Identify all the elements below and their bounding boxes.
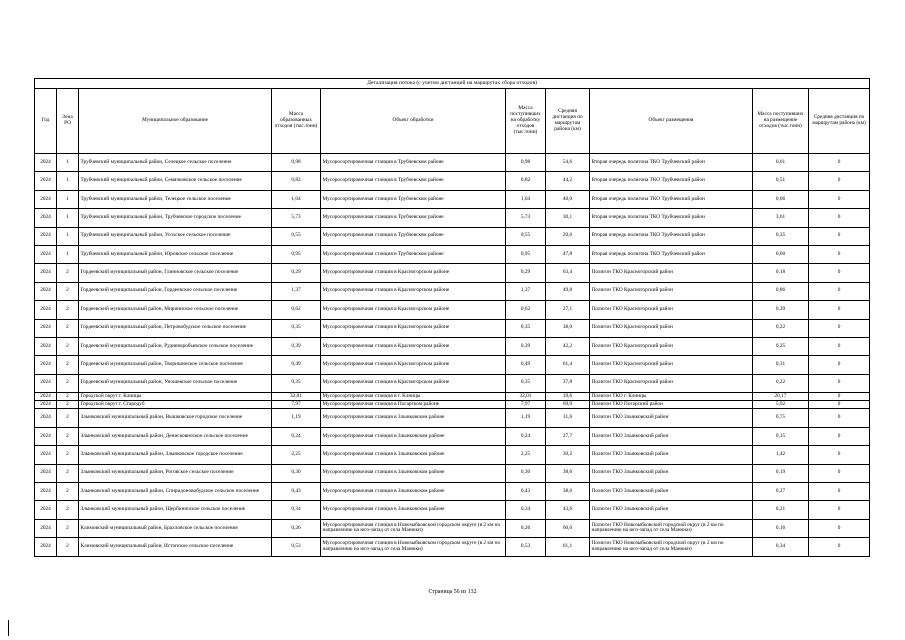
table-row [35, 538, 870, 556]
cell-mass-generated: 0,49 [272, 356, 321, 374]
cell-disposal-object: Полигон ТКО Красногорский район [590, 374, 753, 392]
cell-mass-generated: 0,34 [272, 501, 321, 519]
table-title: Детализация потока (с учетом дистанций на маршрутах сбора отходов) [35, 79, 870, 89]
cell-mass-treatment: 0,62 [506, 301, 546, 319]
cell-distance-treatment: 44,2 [546, 172, 590, 190]
cell-mass-disposal: 0,60 [753, 245, 809, 263]
cell-zone: 2 [57, 446, 79, 464]
cell-year: 2024 [35, 501, 57, 519]
cell-disposal-object: Вторая очередь полигона ТКО Трубчевский район [590, 190, 753, 208]
cell-mass-generated: 0,39 [272, 337, 321, 355]
cell-municipality: Злынковский муниципальный район, Щербиничское сельское поселение [79, 501, 272, 519]
cell-zone: 2 [57, 301, 79, 319]
header-treatment-object: Объект обработки [321, 89, 506, 154]
cell-disposal-object: Полигон ТКО Красногорский район [590, 301, 753, 319]
cell-treatment-object: Мусоросортировочная станция в Красногорском районе [321, 374, 506, 392]
cell-distance-treatment: 69,0 [546, 401, 590, 409]
cell-mass-disposal: 0,18 [753, 264, 809, 282]
cell-mass-treatment: 0,43 [506, 483, 546, 501]
cell-treatment-object: Мусоросортировочная станция в Красногорском районе [321, 264, 506, 282]
cell-treatment-object: Мусоросортировочная станция в Красногорском районе [321, 282, 506, 300]
cell-distance-treatment: 61,1 [546, 538, 590, 556]
cell-treatment-object: Мусоросортировочная станция в Трубчевском районе [321, 190, 506, 208]
waste-flow-table [34, 78, 870, 557]
cell-disposal-object: Полигон ТКО Погарский район [590, 401, 753, 409]
cell-treatment-object: Мусоросортировочная станция в Трубчевском районе [321, 227, 506, 245]
cell-distance-disposal: 0 [809, 446, 870, 464]
cell-mass-treatment: 0,35 [506, 374, 546, 392]
cell-year: 2024 [35, 374, 57, 392]
table-row [35, 172, 870, 190]
cell-mass-disposal: 0,16 [753, 519, 809, 537]
cell-distance-treatment: 49,8 [546, 282, 590, 300]
cell-disposal-object: Полигон ТКО Злынковский район [590, 427, 753, 445]
cell-zone: 2 [57, 264, 79, 282]
table-row [35, 337, 870, 355]
cell-mass-generated: 1,04 [272, 190, 321, 208]
cell-distance-treatment: 47,8 [546, 245, 590, 263]
header-distance-treatment: Средняя дистанция по маршрутам района (км) [546, 89, 590, 154]
cell-disposal-object: Вторая очередь полигона ТКО Трубчевский район [590, 227, 753, 245]
cell-year: 2024 [35, 172, 57, 190]
cell-year: 2024 [35, 446, 57, 464]
cell-mass-generated: 0,29 [272, 264, 321, 282]
header-mass-disposal: Масса поступивших на размещение отходов (тыс.тонн) [753, 89, 809, 154]
cell-distance-disposal: 0 [809, 483, 870, 501]
cell-zone: 2 [57, 356, 79, 374]
cell-mass-disposal: 5,02 [753, 401, 809, 409]
cell-disposal-object: Вторая очередь полигона ТКО Трубчевский район [590, 154, 753, 172]
cell-distance-treatment: 63,4 [546, 264, 590, 282]
cell-treatment-object: Мусоросортировочная станция в Новозыбковском городском округе (в 2 км по направлению на юго-запад от села Манюки) [321, 538, 506, 556]
cell-municipality: Гордеевский муниципальный район, Творишинское сельское поселение [79, 356, 272, 374]
cell-mass-treatment: 0,82 [506, 172, 546, 190]
cell-mass-generated: 0,43 [272, 483, 321, 501]
cell-mass-disposal: 0,51 [753, 172, 809, 190]
table-row [35, 319, 870, 337]
cell-zone: 1 [57, 154, 79, 172]
table-row [35, 154, 870, 172]
cell-mass-disposal: 0,27 [753, 483, 809, 501]
cell-mass-generated: 0,95 [272, 245, 321, 263]
cell-distance-disposal: 0 [809, 337, 870, 355]
table-row [35, 245, 870, 263]
table-row [35, 519, 870, 537]
cell-year: 2024 [35, 190, 57, 208]
table-row [35, 501, 870, 519]
cell-mass-treatment: 0,29 [506, 264, 546, 282]
cell-mass-treatment: 0,53 [506, 538, 546, 556]
cell-distance-disposal: 0 [809, 264, 870, 282]
cell-mass-generated: 1,37 [272, 282, 321, 300]
cell-distance-treatment: 38,6 [546, 483, 590, 501]
cell-year: 2024 [35, 245, 57, 263]
cell-distance-disposal: 0 [809, 209, 870, 227]
cell-distance-treatment: 20,6 [546, 227, 590, 245]
cell-year: 2024 [35, 264, 57, 282]
cell-mass-generated: 5,73 [272, 209, 321, 227]
cell-mass-disposal: 0,22 [753, 319, 809, 337]
cell-zone: 2 [57, 483, 79, 501]
table-row [35, 282, 870, 300]
table-row [35, 356, 870, 374]
cell-mass-generated: 0,35 [272, 374, 321, 392]
header-year: Год [35, 89, 57, 154]
cell-distance-disposal: 0 [809, 538, 870, 556]
cell-distance-treatment: 42,2 [546, 337, 590, 355]
cell-mass-disposal: 0,31 [753, 356, 809, 374]
header-mass-generated: Масса образованных отходов (тыс.тонн) [272, 89, 321, 154]
cell-mass-generated: 7,97 [272, 401, 321, 409]
cell-municipality: Трубчевский муниципальный район, Усохское сельское поселение [79, 227, 272, 245]
cell-disposal-object: Полигон ТКО Злынковский район [590, 464, 753, 482]
cell-municipality: Климовский муниципальный район, Истопское сельское поселение [79, 538, 272, 556]
cell-zone: 1 [57, 209, 79, 227]
cell-mass-disposal: 0,39 [753, 301, 809, 319]
cell-distance-treatment: 31,6 [546, 409, 590, 427]
cell-municipality: Трубчевский муниципальный район, Селецкое сельское поселение [79, 154, 272, 172]
cell-year: 2024 [35, 538, 57, 556]
table-row [35, 190, 870, 208]
cell-distance-disposal: 0 [809, 245, 870, 263]
cell-municipality: Гордеевский муниципальный район, Мирнинское сельское поселение [79, 301, 272, 319]
table-row [35, 209, 870, 227]
cell-mass-treatment: 2,25 [506, 446, 546, 464]
cell-municipality: Злынковский муниципальный район, Вышковское городское поселение [79, 409, 272, 427]
cell-municipality: Трубчевский муниципальный район, Трубчевское городское поселение [79, 209, 272, 227]
cell-treatment-object: Мусоросортировочная станция в Погарском районе [321, 401, 506, 409]
cell-year: 2024 [35, 427, 57, 445]
table-row [35, 227, 870, 245]
table-row [35, 483, 870, 501]
table-row [35, 427, 870, 445]
header-distance-disposal: Средняя дистанция по маршрутам района (км) [809, 89, 870, 154]
cell-distance-treatment: 38,6 [546, 464, 590, 482]
cell-distance-treatment: 43,6 [546, 501, 590, 519]
cell-distance-treatment: 38,0 [546, 319, 590, 337]
header-municipality: Муниципальное образование [79, 89, 272, 154]
cell-mass-generated: 0,35 [272, 319, 321, 337]
cell-disposal-object: Полигон ТКО Новозыбковский городской округ (в 2 км по направлению на юго-запад от села Манюки) [590, 519, 753, 537]
cell-distance-treatment: 27,1 [546, 301, 590, 319]
cell-mass-generated: 0,82 [272, 172, 321, 190]
cell-zone: 2 [57, 427, 79, 445]
cell-disposal-object: Полигон ТКО г. Клинцы [590, 393, 753, 401]
page-number: Страница 56 из 132 [428, 589, 477, 595]
cell-mass-treatment: 0,24 [506, 427, 546, 445]
cell-zone: 2 [57, 374, 79, 392]
cell-treatment-object: Мусоросортировочная станция в Злынковском районе [321, 464, 506, 482]
cell-mass-treatment: 0,49 [506, 356, 546, 374]
cell-disposal-object: Полигон ТКО Злынковский район [590, 446, 753, 464]
cell-treatment-object: Мусоросортировочная станция в Трубчевском районе [321, 245, 506, 263]
header-zone: Зона РО [57, 89, 79, 154]
cell-distance-treatment: 19,6 [546, 393, 590, 401]
cell-zone: 2 [57, 393, 79, 401]
cell-treatment-object: Мусоросортировочная станция в Красногорском районе [321, 319, 506, 337]
cell-municipality: Городской округ г. Клинцы [79, 393, 272, 401]
cell-treatment-object: Мусоросортировочная станция в Злынковском районе [321, 501, 506, 519]
cell-year: 2024 [35, 401, 57, 409]
cell-municipality: Злынковский муниципальный район, Роговское сельское поселение [79, 464, 272, 482]
cell-mass-disposal: 0,25 [753, 337, 809, 355]
cell-disposal-object: Полигон ТКО Красногорский район [590, 319, 753, 337]
cell-year: 2024 [35, 282, 57, 300]
cell-distance-treatment: 60,0 [546, 519, 590, 537]
cell-mass-treatment: 0,34 [506, 501, 546, 519]
cell-zone: 2 [57, 319, 79, 337]
cell-year: 2024 [35, 483, 57, 501]
cell-treatment-object: Мусоросортировочная станция в Красногорском районе [321, 356, 506, 374]
cell-year: 2024 [35, 393, 57, 401]
cell-distance-treatment: 30,1 [546, 209, 590, 227]
cell-treatment-object: Мусоросортировочная станция в Злынковском районе [321, 427, 506, 445]
cell-mass-treatment: 32,01 [506, 393, 546, 401]
cell-zone: 2 [57, 282, 79, 300]
header-row [35, 89, 870, 154]
cell-disposal-object: Полигон ТКО Злынковский район [590, 409, 753, 427]
cell-distance-treatment: 30,2 [546, 446, 590, 464]
cell-mass-generated: 0,55 [272, 227, 321, 245]
header-mass-treatment: Масса поступивших на обработку отходов (тыс.тонн) [506, 89, 546, 154]
cell-year: 2024 [35, 337, 57, 355]
cell-disposal-object: Полигон ТКО Новозыбковский городской округ (в 2 км по направлению на юго-запад от села Манюки) [590, 538, 753, 556]
cell-municipality: Городской округ г. Стародуб [79, 401, 272, 409]
cell-year: 2024 [35, 356, 57, 374]
cell-zone: 2 [57, 519, 79, 537]
cell-distance-disposal: 0 [809, 301, 870, 319]
cell-treatment-object: Мусоросортировочная станция в Злынковском районе [321, 483, 506, 501]
cell-distance-disposal: 0 [809, 282, 870, 300]
cell-treatment-object: Мусоросортировочная станция в Новозыбковском городском округе (в 2 км по направлению на юго-запад от села Манюки) [321, 519, 506, 537]
cell-mass-disposal: 0,22 [753, 374, 809, 392]
cell-distance-disposal: 0 [809, 393, 870, 401]
cell-mass-disposal: 0,35 [753, 227, 809, 245]
table-row [35, 393, 870, 401]
cell-disposal-object: Полигон ТКО Злынковский район [590, 501, 753, 519]
cell-distance-disposal: 0 [809, 319, 870, 337]
cell-mass-treatment: 5,73 [506, 209, 546, 227]
cell-mass-treatment: 0,95 [506, 245, 546, 263]
cell-mass-generated: 2,25 [272, 446, 321, 464]
cell-mass-disposal: 0,75 [753, 409, 809, 427]
cell-zone: 2 [57, 409, 79, 427]
cell-mass-generated: 0,30 [272, 464, 321, 482]
cell-mass-treatment: 0,35 [506, 319, 546, 337]
table-row [35, 374, 870, 392]
cell-zone: 2 [57, 401, 79, 409]
cell-mass-disposal: 0,86 [753, 282, 809, 300]
table-row [35, 446, 870, 464]
cell-mass-generated: 0,98 [272, 154, 321, 172]
cell-mass-disposal: 1,42 [753, 446, 809, 464]
cell-mass-treatment: 0,39 [506, 337, 546, 355]
cell-treatment-object: Мусоросортировочная станция в Злынковском районе [321, 409, 506, 427]
cell-disposal-object: Полигон ТКО Красногорский район [590, 356, 753, 374]
cell-distance-disposal: 0 [809, 356, 870, 374]
cell-treatment-object: Мусоросортировочная станция в Трубчевском районе [321, 172, 506, 190]
cell-disposal-object: Полигон ТКО Красногорский район [590, 282, 753, 300]
cell-zone: 1 [57, 227, 79, 245]
cell-zone: 1 [57, 245, 79, 263]
table-row [35, 401, 870, 409]
cell-municipality: Трубчевский муниципальный район, Телецкое сельское поселение [79, 190, 272, 208]
cell-distance-treatment: 61,4 [546, 356, 590, 374]
cell-municipality: Трубчевский муниципальный район, Юровское сельское поселение [79, 245, 272, 263]
cell-zone: 2 [57, 538, 79, 556]
cell-year: 2024 [35, 519, 57, 537]
cell-year: 2024 [35, 154, 57, 172]
table-row [35, 301, 870, 319]
cell-disposal-object: Вторая очередь полигона ТКО Трубчевский район [590, 245, 753, 263]
cell-distance-disposal: 0 [809, 409, 870, 427]
cell-mass-treatment: 0,55 [506, 227, 546, 245]
cell-zone: 2 [57, 464, 79, 482]
cell-municipality: Климовский муниципальный район, Брахловское сельское поселение [79, 519, 272, 537]
cell-mass-disposal: 0,21 [753, 501, 809, 519]
cell-mass-disposal: 0,66 [753, 190, 809, 208]
cell-mass-generated: 0,53 [272, 538, 321, 556]
cell-zone: 2 [57, 337, 79, 355]
cell-mass-generated: 32,01 [272, 393, 321, 401]
cell-municipality: Гордеевский муниципальный район, Петровобудское сельское поселение [79, 319, 272, 337]
table-row [35, 409, 870, 427]
cell-distance-disposal: 0 [809, 501, 870, 519]
cell-distance-disposal: 0 [809, 464, 870, 482]
cell-municipality: Трубчевский муниципальный район, Семячковское сельское поселение [79, 172, 272, 190]
cell-municipality: Гордеевский муниципальный район, Гордеевское сельское поселение [79, 282, 272, 300]
cell-municipality: Злынковский муниципальный район, Спиридоновобудское сельское поселение [79, 483, 272, 501]
cell-zone: 2 [57, 501, 79, 519]
cell-year: 2024 [35, 464, 57, 482]
cell-municipality: Гордеевский муниципальный район, Уношевское сельское поселение [79, 374, 272, 392]
cell-mass-generated: 1,19 [272, 409, 321, 427]
cell-mass-treatment: 0,98 [506, 154, 546, 172]
cell-distance-treatment: 40,0 [546, 190, 590, 208]
cell-mass-treatment: 0,26 [506, 519, 546, 537]
cell-municipality: Гордеевский муниципальный район, Глинновское сельское поселение [79, 264, 272, 282]
cell-distance-disposal: 0 [809, 519, 870, 537]
cell-municipality: Злынковский муниципальный район, Злынковское городское поселение [79, 446, 272, 464]
cell-distance-disposal: 0 [809, 374, 870, 392]
cell-distance-disposal: 0 [809, 190, 870, 208]
cell-treatment-object: Мусоросортировочная станция в Трубчевском районе [321, 154, 506, 172]
cell-disposal-object: Полигон ТКО Красногорский район [590, 264, 753, 282]
cell-mass-generated: 0,62 [272, 301, 321, 319]
cell-mass-disposal: 20,17 [753, 393, 809, 401]
cell-disposal-object: Вторая очередь полигона ТКО Трубчевский район [590, 209, 753, 227]
cell-treatment-object: Мусоросортировочная станция в Красногорском районе [321, 337, 506, 355]
cell-treatment-object: Мусоросортировочная станция в г. Клинцы [321, 393, 506, 401]
header-disposal-object: Объект размещения [590, 89, 753, 154]
cell-municipality: Гордеевский муниципальный район, Рудневоробьевское сельское поселение [79, 337, 272, 355]
cell-distance-treatment: 27,7 [546, 427, 590, 445]
cell-mass-disposal: 0,61 [753, 154, 809, 172]
cell-disposal-object: Вторая очередь полигона ТКО Трубчевский район [590, 172, 753, 190]
cell-distance-treatment: 37,8 [546, 374, 590, 392]
cell-year: 2024 [35, 409, 57, 427]
table-row [35, 264, 870, 282]
cell-year: 2024 [35, 209, 57, 227]
cell-municipality: Злынковский муниципальный район, Денисковичское сельское поселение [79, 427, 272, 445]
cell-mass-generated: 0,26 [272, 519, 321, 537]
cell-mass-treatment: 0,30 [506, 464, 546, 482]
cell-distance-treatment: 54,6 [546, 154, 590, 172]
cell-year: 2024 [35, 319, 57, 337]
cell-mass-treatment: 1,19 [506, 409, 546, 427]
cell-treatment-object: Мусоросортировочная станция в Злынковском районе [321, 446, 506, 464]
cell-year: 2024 [35, 227, 57, 245]
cell-distance-disposal: 0 [809, 154, 870, 172]
table-body [35, 154, 870, 557]
cell-disposal-object: Полигон ТКО Злынковский район [590, 483, 753, 501]
cell-mass-treatment: 7,97 [506, 401, 546, 409]
cell-distance-disposal: 0 [809, 227, 870, 245]
cell-distance-disposal: 0 [809, 172, 870, 190]
cell-treatment-object: Мусоросортировочная станция в Трубчевском районе [321, 209, 506, 227]
cell-year: 2024 [35, 301, 57, 319]
cell-mass-treatment: 1,04 [506, 190, 546, 208]
cell-distance-disposal: 0 [809, 401, 870, 409]
cell-distance-disposal: 0 [809, 427, 870, 445]
cell-disposal-object: Полигон ТКО Красногорский район [590, 337, 753, 355]
margin-mark [8, 620, 9, 636]
cell-mass-disposal: 0,34 [753, 538, 809, 556]
cell-mass-generated: 0,24 [272, 427, 321, 445]
cell-mass-treatment: 1,37 [506, 282, 546, 300]
cell-zone: 1 [57, 172, 79, 190]
cell-mass-disposal: 0,15 [753, 427, 809, 445]
cell-treatment-object: Мусоросортировочная станция в Красногорском районе [321, 301, 506, 319]
table-row [35, 464, 870, 482]
cell-mass-disposal: 0,19 [753, 464, 809, 482]
cell-zone: 1 [57, 190, 79, 208]
cell-mass-disposal: 3,61 [753, 209, 809, 227]
